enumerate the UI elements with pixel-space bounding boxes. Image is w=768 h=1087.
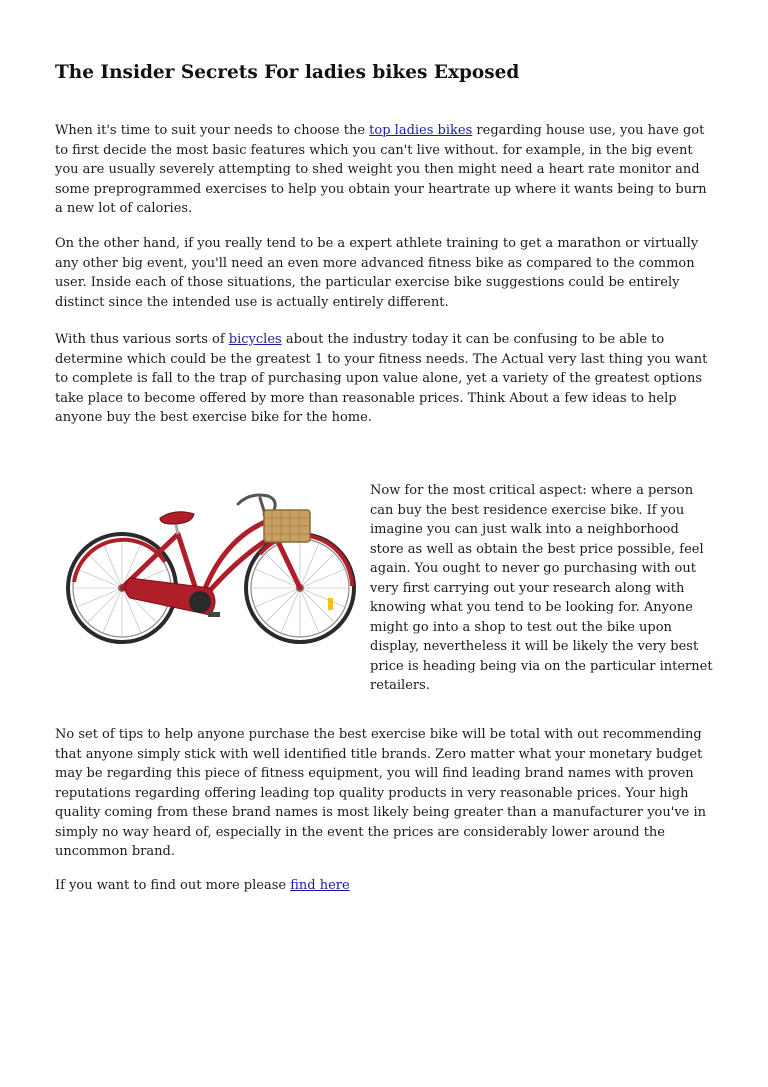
saddle [160, 512, 194, 534]
paragraph-athlete: On the other hand, if you really tend to be a expert athlete training to get a marathon or virtually any other big event, you'll need an even more advanced fitness bike as compared to the common user. Inside each of those situations, the particular exercise bike suggestions could be entirely distinct since the intended use is actually entirely different. [55, 236, 699, 310]
wicker-basket [264, 510, 310, 542]
p1-text-after: regarding house use, you have got to first decide the most basic features which you can't live without. for example, in the big event you are usually severely attempting to shed weight you then might need a heart rate monitor and some preprogrammed exercises to help you obtain your heartrate up where it wants being to burn a new lot of calories. [55, 123, 707, 216]
ladies-bike-image [60, 470, 365, 660]
page-title: The Insider Secrets For ladies bikes Exposed [55, 62, 520, 83]
bicycles-link[interactable]: bicycles [228, 332, 282, 347]
top-ladies-bikes-link[interactable]: top ladies bikes [369, 123, 473, 138]
paragraph-find-more [55, 876, 715, 896]
find-here-link[interactable]: find here [290, 878, 350, 893]
p5-text-before: If you want to find out more please [55, 878, 291, 893]
p3-text-before: With thus various sorts of [55, 332, 229, 347]
side-paragraph-where-to-buy: Now for the most critical aspect: where a person can buy the best residence exercise bike. If you imagine you can just walk into a neighborhood store as well as obtain the best price possible, feel again. You ought to never go purchasing with out very first carrying out your research along with knowing what you tend to be looking for. Anyone might go into a shop to test out the bike upon display, nevertheless it will be likely the very best price is heading being via on the particular internet retailers. [370, 483, 713, 693]
paragraph-intro [55, 121, 715, 219]
p3-text-after: about the industry today it can be confusing to be able to determine which could be the greatest 1 to your fitness needs. The Actual very last thing you want to complete is fall to the trap of purchasing upon value alone, yet a variety of the greatest options take place to become offered by more than reasonable prices. Think About a few ideas to help anyone buy the best exercise bike for the home. [55, 332, 708, 425]
p1-text-before: When it's time to suit your needs to choose the [55, 123, 370, 138]
paragraph-sorts [55, 330, 715, 428]
paragraph-brands: No set of tips to help anyone purchase the best exercise bike will be total with out recommending that anyone simply stick with well identified title brands. Zero matter what your monetary budget may be regarding this piece of fitness equipment, you will find leading brand names with proven reputations regarding offering leading top quality products in very reasonable prices. Your high quality coming from these brand names is most likely being greater than a manufacturer you've in simply no way heard of, especially in the event the prices are considerably lower around the uncommon brand. [55, 727, 707, 859]
